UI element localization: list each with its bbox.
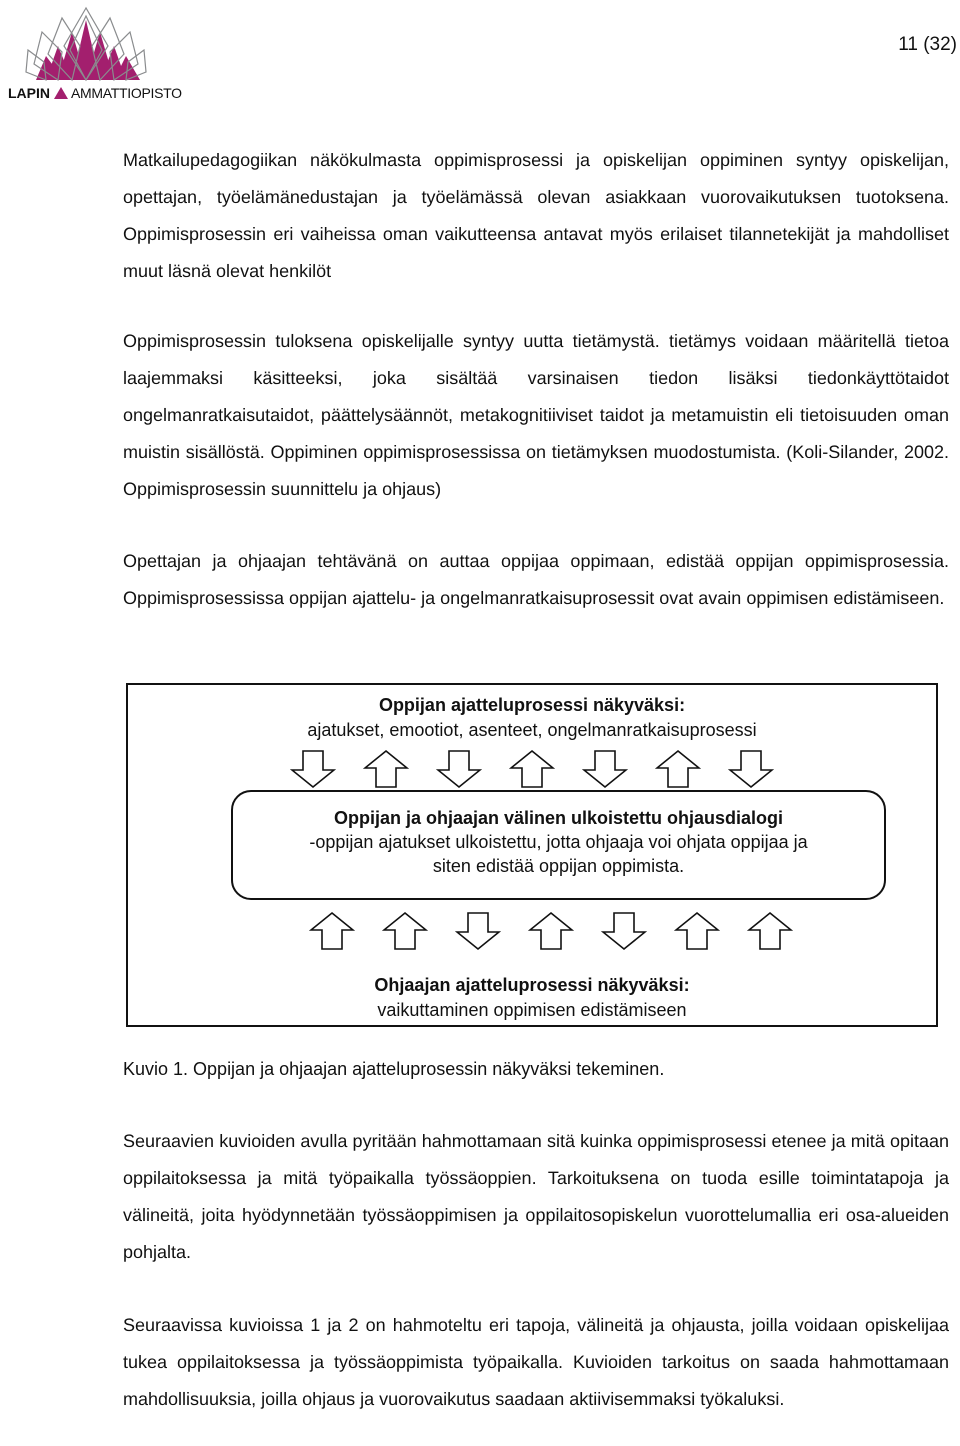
logo-wordmark [8,85,182,101]
arrow-up-icon [363,749,409,789]
paragraph-3: Opettajan ja ohjaajan tehtävänä on auttaa oppijaa oppimaan, edistää oppijan oppimisprosessia. Oppimisprosessissa oppijan ajattelu- ja ongelmanratkaisuprosessit ovat avain oppimisen edistämiseen. [123,551,949,608]
arrow-down-icon [728,749,774,789]
upper-arrow-row [128,749,936,789]
lower-arrow-row [128,911,936,951]
arrow-up-icon [509,749,555,789]
figure-top-heading [128,693,936,717]
arrow-up-icon [528,911,574,951]
logo-word-lapin: LAPIN [8,85,50,101]
dialogue-box [231,790,886,900]
arrow-up-icon [655,749,701,789]
arrow-up-icon [674,911,720,951]
paragraph-1: Matkailupedagogiikan näkökulmasta oppimisprosessi ja opiskelijan oppiminen syntyy opiskelijan, opettajan, työelämänedustajan ja työelämässä olevan asiakkaan vuorovaikutuksen tuotoksena. Oppimisprosessin eri vaiheissa oman vaikutteensa antavat myös erilaiset tilannetekijät ja mahdolliset muut läsnä olevat henkilöt [123,150,949,281]
arrow-down-icon [290,749,336,789]
figure-top-subtitle: ajatukset, emootiot, asenteet, ongelmanratkaisuprosessi [307,720,757,740]
page-number: 11 (32) [898,34,957,55]
lotus-logo-icon [6,6,186,86]
arrow-up-icon [382,911,428,951]
logo-word-ammattiopisto: AMMATTIOPISTO [71,85,182,101]
paragraph-5: Seuraavissa kuvioissa 1 ja 2 on hahmoteltu eri tapoja, välineitä ja ohjausta, joilla voidaan opiskelijaa tukea oppilaitoksessa ja työssäoppimista työpaikalla. Kuvioiden tarkoitus on saada hahmottamaan mahdollisuuksia, joilla ohjaus ja vuorovaikutus saadaan aktiivisemmaksi työkaluksi. [123,1315,949,1409]
arrow-down-icon [436,749,482,789]
arrow-up-icon [747,911,793,951]
figure-bottom-heading [128,973,936,997]
figure-caption: Kuvio 1. Oppijan ja ohjaajan ajatteluprosessin näkyväksi tekeminen. [123,1059,665,1079]
figure-bottom-title: Ohjaajan ajatteluprosessi näkyväksi: [374,975,690,995]
dialogue-title: Oppijan ja ohjaajan välinen ulkoistettu ohjausdialogi [333,808,784,828]
arrow-down-icon [601,911,647,951]
arrow-down-icon [582,749,628,789]
logo-triangle-icon [54,87,68,99]
arrow-up-icon [309,911,355,951]
figure-bottom-subtitle: vaikuttaminen oppimisen edistämiseen [377,1000,687,1020]
figure-1-diagram [126,683,938,1027]
dialogue-line-1: -oppijan ajatukset ulkoistettu, jotta ohjaaja voi ohjata oppijaa ja [309,832,808,852]
paragraph-4: Seuraavien kuvioiden avulla pyritään hahmottamaan sitä kuinka oppimisprosessi etenee ja mitä opitaan oppilaitoksessa ja mitä työpaikalla työssäoppien. Tarkoituksena on tuoda esille toimintatapoja ja välineitä, joita hyödynnetään työssäoppimisen ja oppilaitosopiskelun vuorottelumallia eri osa-alueiden pohjalta. [123,1131,949,1262]
paragraph-2: Oppimisprosessin tuloksena opiskelijalle syntyy uutta tietämystä. tietämys voidaan määritellä tietoa laajemmaksi käsitteeksi, joka sisältää varsinaisen tiedon lisäksi tiedonkäyttötaidot ongelmanratkaisutaidot, päättelysäännöt, metakognitiiviset taidot ja metamuistin eli tietoisuuden oman muistin sisällöstä. Oppiminen oppimisprosessissa on tietämyksen muodostumista. (Koli-Silander, 2002. Oppimisprosessin suunnittelu ja ohjaus) [123,331,949,499]
lapin-ammattiopisto-logo [6,6,186,101]
arrow-down-icon [455,911,501,951]
dialogue-line-2: siten edistää oppijan oppimista. [432,856,685,876]
figure-top-title: Oppijan ajatteluprosessi näkyväksi: [378,695,686,715]
